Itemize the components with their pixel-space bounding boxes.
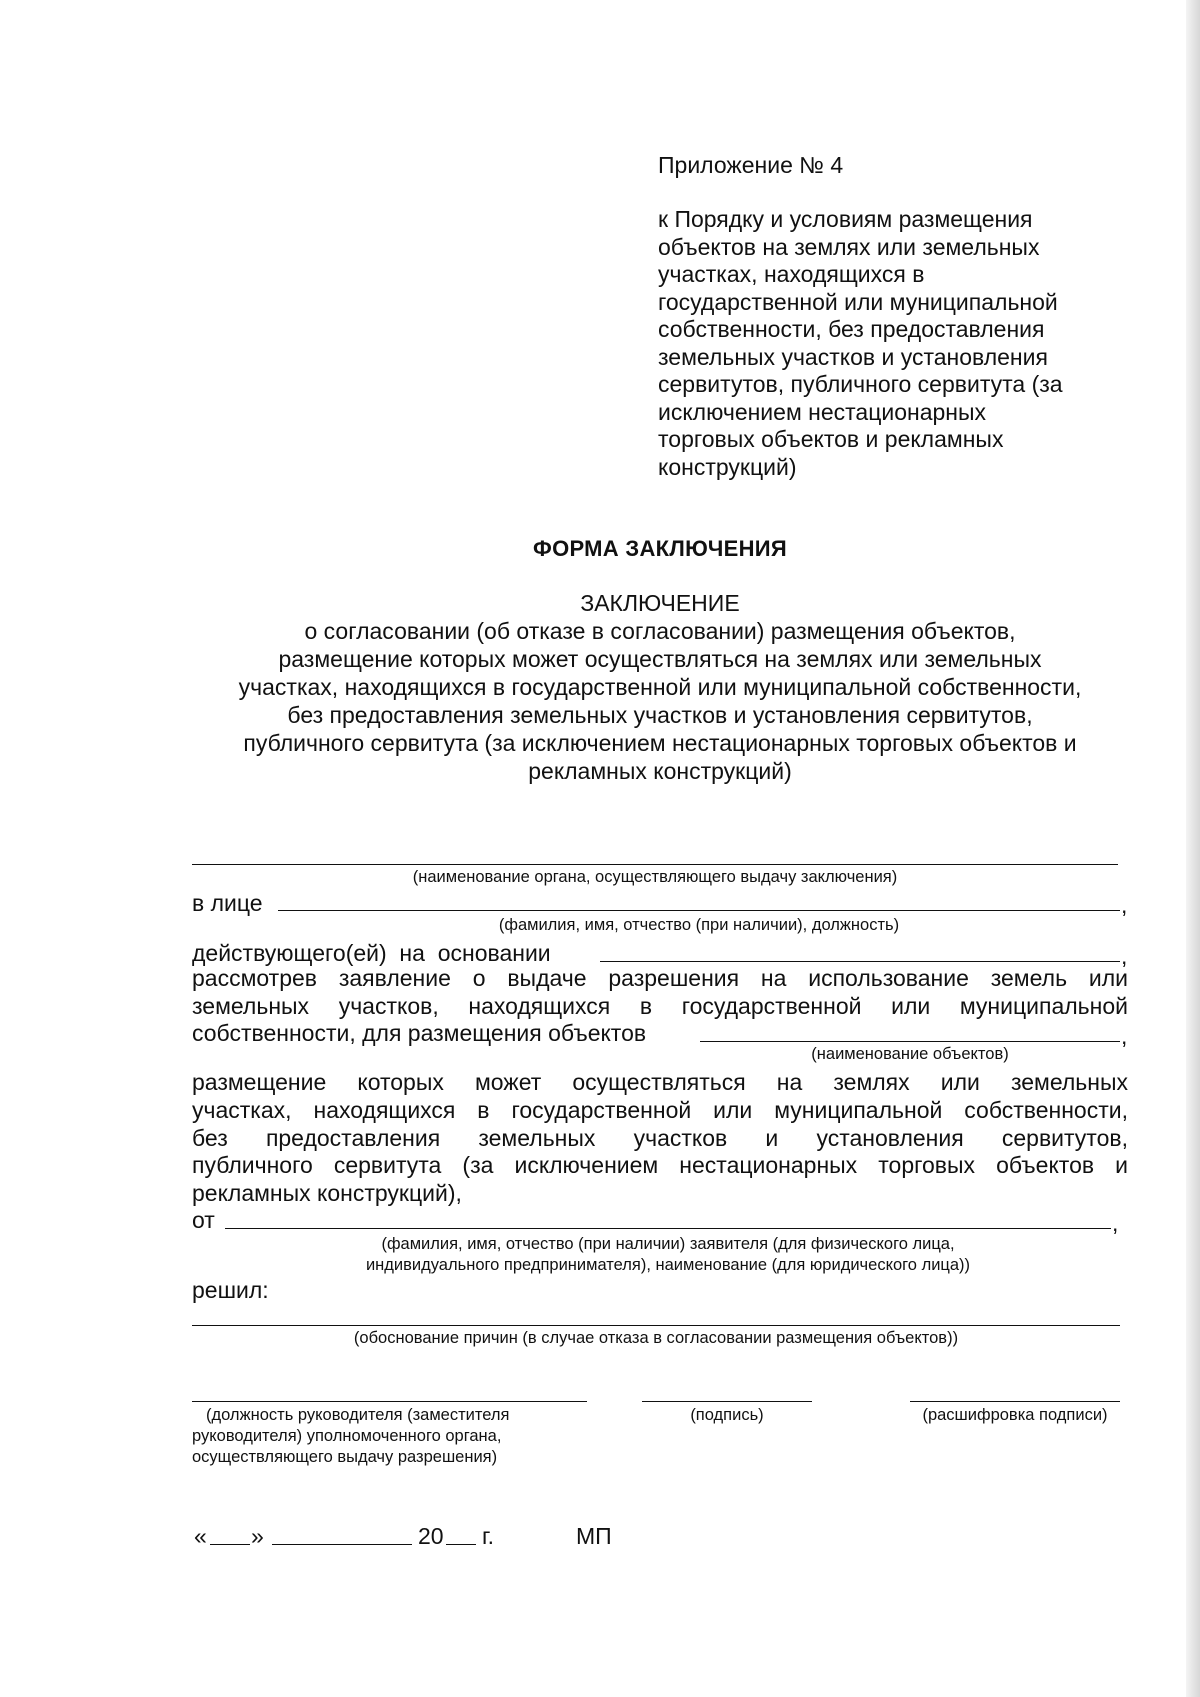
person-line[interactable] (278, 910, 1120, 911)
considered-line: земельных участков, находящихся в государственной или муниципальной (192, 993, 1128, 1019)
seal-label: МП (576, 1523, 612, 1549)
position-note (192, 1405, 509, 1468)
comma: , (1112, 1210, 1119, 1236)
ot-label: от (192, 1207, 215, 1233)
position-line[interactable] (192, 1401, 587, 1402)
decided-label: решил: (192, 1277, 269, 1303)
signature-note: (подпись) (690, 1406, 764, 1424)
year-line[interactable] (446, 1544, 476, 1545)
appendix-text (658, 206, 1118, 481)
date-close-quote: » (251, 1523, 264, 1549)
v-litse-label: в лице (192, 890, 263, 916)
year-prefix: 20 (418, 1523, 444, 1549)
day-line[interactable] (210, 1544, 250, 1545)
appendix-line: участках, находящихся в (658, 261, 925, 287)
subtitle-line: без предоставления земельных участков и установления сервитутов, (287, 702, 1033, 728)
decoding-line[interactable] (910, 1401, 1120, 1402)
subtitle-line: участках, находящихся в государственной или муниципальной собственности, (238, 674, 1082, 700)
conclusion-title: ЗАКЛЮЧЕНИЕ (580, 590, 740, 616)
position-note-line: осуществляющего выдачу разрешения) (192, 1448, 498, 1466)
appendix-line: собственности, без предоставления (658, 316, 1045, 342)
year-suffix: г. (482, 1523, 494, 1549)
comma: , (1121, 943, 1128, 969)
appendix-line: земельных участков и установления (658, 343, 1048, 370)
placement-line: без предоставления земельных участков и установления сервитутов, (192, 1125, 1128, 1151)
placement-line: участках, находящихся в государственной или муниципальной собственности, (192, 1097, 1128, 1123)
placement-line: размещение которых может осуществляться на землях или земельных (192, 1069, 1128, 1095)
position-note-line: руководителя) уполномоченного органа, (192, 1427, 502, 1445)
comma: , (1121, 1023, 1128, 1049)
organ-name-note: (наименование органа, осуществляющего выдачу заключения) (412, 868, 898, 886)
applicant-note-line: (фамилия, имя, отчество (при наличии) заявителя (для физического лица, (381, 1235, 955, 1253)
reasons-line[interactable] (192, 1325, 1120, 1326)
comma: , (1121, 892, 1128, 918)
acting-label: действующего(ей) на основании (192, 940, 551, 966)
basis-line[interactable] (600, 961, 1120, 962)
applicant-note (225, 1234, 1111, 1276)
subtitle-line: размещение которых может осуществляться на землях или земельных (278, 646, 1042, 672)
applicant-note-line: индивидуального предпринимателя), наименование (для юридического лица)) (365, 1256, 971, 1274)
objects-line[interactable] (700, 1041, 1120, 1042)
placement-last-line: рекламных конструкций), (192, 1180, 462, 1206)
person-note: (фамилия, имя, отчество (при наличии), должность) (498, 916, 900, 934)
appendix-line: исключением нестационарных (658, 398, 987, 425)
appendix-line: объектов на землях или земельных (658, 233, 1040, 260)
appendix-line: сервитутов, публичного сервитута (за (658, 371, 1063, 397)
position-note-line: (должность руководителя (заместителя (206, 1406, 510, 1424)
signature-line[interactable] (642, 1401, 812, 1402)
subtitle-line: рекламных конструкций) (528, 758, 792, 784)
applicant-line[interactable] (225, 1228, 1111, 1229)
objects-note: (наименование объектов) (811, 1045, 1009, 1063)
organ-name-line[interactable] (192, 864, 1118, 865)
subtitle-line: о согласовании (об отказе в согласовании) размещения объектов, (304, 618, 1016, 644)
placement-line: публичного сервитута (за исключением нестационарных торговых объектов и (192, 1152, 1128, 1178)
subtitle-line: публичного сервитута (за исключением нестационарных торговых объектов и (243, 730, 1077, 756)
appendix-line: государственной или муниципальной (658, 288, 1058, 315)
ownership-for-label: собственности, для размещения объектов (192, 1020, 647, 1046)
appendix-line: конструкций) (658, 453, 797, 480)
considered-line: рассмотрев заявление о выдаче разрешения на использование земель или (192, 965, 1128, 991)
reasons-note: (обоснование причин (в случае отказа в согласовании размещения объектов)) (353, 1329, 959, 1347)
decoding-note: (расшифровка подписи) (922, 1406, 1108, 1424)
appendix-number: Приложение № 4 (658, 152, 844, 178)
appendix-line: к Порядку и условиям размещения (658, 206, 1033, 232)
conclusion-subtitle (190, 617, 1130, 785)
date-open-quote: « (194, 1523, 207, 1549)
form-title: ФОРМА ЗАКЛЮЧЕНИЯ (533, 536, 787, 561)
month-line[interactable] (272, 1544, 412, 1545)
appendix-line: торговых объектов и рекламных (658, 426, 1004, 452)
